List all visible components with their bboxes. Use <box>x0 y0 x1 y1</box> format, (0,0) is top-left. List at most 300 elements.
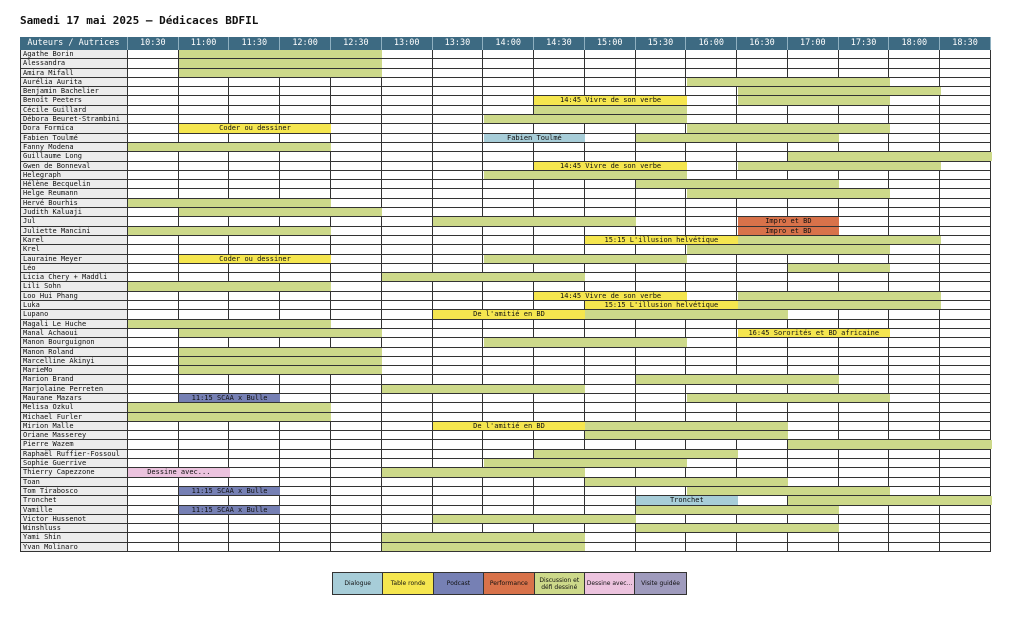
time-cell <box>940 329 991 337</box>
time-cell <box>737 450 788 458</box>
time-cell <box>128 124 179 132</box>
time-cell <box>433 403 484 411</box>
time-cell <box>889 115 940 123</box>
time-cell <box>737 208 788 216</box>
time-cell <box>940 543 991 551</box>
time-cell <box>585 413 636 421</box>
event-block[interactable] <box>788 496 991 504</box>
time-cell <box>382 69 433 77</box>
time-cell <box>128 245 179 253</box>
event-block[interactable]: 14:45 Vivre de son verbe <box>534 292 686 300</box>
time-cell <box>788 348 839 356</box>
time-cell <box>737 171 788 179</box>
author-name: Benoît Peeters <box>20 96 128 104</box>
author-row <box>20 478 991 487</box>
author-row <box>20 152 991 161</box>
time-cell <box>737 264 788 272</box>
time-cell <box>128 255 179 263</box>
time-cell <box>889 143 940 151</box>
time-cell <box>280 450 331 458</box>
time-cell <box>940 338 991 346</box>
header-slot: 15:00 <box>585 37 636 50</box>
time-cell <box>839 403 890 411</box>
author-row <box>20 189 991 198</box>
event-block[interactable]: 11:15 SCAA x Bulle <box>179 487 281 495</box>
time-cell <box>788 59 839 67</box>
time-cell <box>483 496 534 504</box>
author-name: Dora Formica <box>20 124 128 132</box>
event-block[interactable]: Impro et BD <box>738 217 840 225</box>
time-cell <box>839 59 890 67</box>
event-block[interactable] <box>382 533 585 541</box>
time-cell <box>839 422 890 430</box>
time-cell <box>280 385 331 393</box>
event-block[interactable] <box>382 543 585 551</box>
time-cell <box>483 106 534 114</box>
time-cell <box>534 478 585 486</box>
time-cell <box>179 524 230 532</box>
time-cell <box>636 440 687 448</box>
author-row <box>20 106 991 115</box>
time-cell <box>331 106 382 114</box>
event-block[interactable] <box>128 403 331 411</box>
time-cell <box>585 385 636 393</box>
time-cell <box>433 59 484 67</box>
event-block[interactable] <box>636 134 839 142</box>
author-name: Manon Roland <box>20 348 128 356</box>
event-block[interactable] <box>585 431 788 439</box>
time-cell <box>839 320 890 328</box>
author-name: Lupano <box>20 310 128 318</box>
author-row <box>20 431 991 440</box>
time-cell <box>128 459 179 467</box>
time-cell <box>889 357 940 365</box>
time-cell <box>889 134 940 142</box>
time-cell <box>382 96 433 104</box>
time-cell <box>229 87 280 95</box>
event-block[interactable] <box>687 124 890 132</box>
event-block[interactable]: Dessine avec... <box>128 468 230 476</box>
time-cell <box>585 543 636 551</box>
time-cell <box>889 282 940 290</box>
author-row <box>20 487 991 496</box>
event-block[interactable]: De l'amitié en BD <box>433 422 585 430</box>
time-cell <box>229 422 280 430</box>
event-block[interactable] <box>687 189 890 197</box>
time-cell <box>128 348 179 356</box>
time-cell <box>839 217 890 225</box>
time-cell <box>382 310 433 318</box>
time-cell <box>686 413 737 421</box>
event-block[interactable]: 11:15 SCAA x Bulle <box>179 506 281 514</box>
time-cell <box>788 208 839 216</box>
event-block[interactable] <box>636 180 839 188</box>
author-row <box>20 459 991 468</box>
event-block[interactable] <box>128 282 331 290</box>
time-cell <box>839 468 890 476</box>
author-row <box>20 310 991 319</box>
time-cell <box>382 171 433 179</box>
event-block[interactable]: 11:15 SCAA x Bulle <box>179 394 281 402</box>
time-cell <box>128 310 179 318</box>
time-cell <box>636 320 687 328</box>
time-cell <box>229 189 280 197</box>
time-cell <box>483 245 534 253</box>
event-block[interactable]: 15:15 L'illusion helvétique <box>585 236 737 244</box>
event-block[interactable]: 14:45 Vivre de son verbe <box>534 96 686 104</box>
legend-item-pod: Podcast <box>434 573 484 594</box>
event-block[interactable]: Coder ou dessiner <box>179 124 331 132</box>
author-row <box>20 264 991 273</box>
time-cell <box>940 524 991 532</box>
time-cell <box>179 422 230 430</box>
event-block[interactable] <box>738 236 941 244</box>
event-block[interactable] <box>738 96 890 104</box>
time-cell <box>788 366 839 374</box>
header-slot: 11:30 <box>229 37 280 50</box>
time-cell <box>686 515 737 523</box>
time-cell <box>179 301 230 309</box>
event-block[interactable] <box>636 506 839 514</box>
time-cell <box>433 292 484 300</box>
time-cell <box>483 366 534 374</box>
time-cell <box>737 357 788 365</box>
event-block[interactable] <box>128 413 331 421</box>
time-cell <box>128 496 179 504</box>
time-cell <box>382 227 433 235</box>
time-cell <box>940 282 991 290</box>
author-row <box>20 171 991 180</box>
time-cell <box>585 375 636 383</box>
event-block[interactable]: De l'amitié en BD <box>433 310 585 318</box>
time-cell <box>179 189 230 197</box>
time-cell <box>585 264 636 272</box>
time-cell <box>788 143 839 151</box>
time-cell <box>229 162 280 170</box>
event-block[interactable] <box>179 348 382 356</box>
time-cell <box>940 487 991 495</box>
time-cell <box>433 431 484 439</box>
time-cell <box>839 506 890 514</box>
author-row <box>20 366 991 375</box>
time-cell <box>433 524 484 532</box>
time-cell <box>737 366 788 374</box>
event-block[interactable] <box>382 385 585 393</box>
author-name: Pierre Wazem <box>20 440 128 448</box>
time-cell <box>940 366 991 374</box>
time-cell <box>788 357 839 365</box>
time-cell <box>433 496 484 504</box>
time-cell <box>788 106 839 114</box>
event-block[interactable] <box>687 245 890 253</box>
time-cell <box>331 375 382 383</box>
time-cell <box>331 320 382 328</box>
event-block[interactable]: 15:15 L'illusion helvétique <box>585 301 737 309</box>
time-cell <box>179 162 230 170</box>
author-name: Gwen de Bonneval <box>20 162 128 170</box>
time-cell <box>839 208 890 216</box>
time-cell <box>889 124 940 132</box>
event-block[interactable] <box>128 227 331 235</box>
time-cell <box>331 236 382 244</box>
event-block[interactable] <box>534 106 686 114</box>
time-cell <box>229 431 280 439</box>
author-name: Thierry Capezzone <box>20 468 128 476</box>
event-block[interactable] <box>788 152 991 160</box>
time-cell <box>433 208 484 216</box>
time-cell <box>280 264 331 272</box>
time-cell <box>534 301 585 309</box>
time-cell <box>788 69 839 77</box>
time-cell <box>534 506 585 514</box>
time-cell <box>839 134 890 142</box>
author-row <box>20 59 991 68</box>
author-row <box>20 338 991 347</box>
time-cell <box>940 227 991 235</box>
event-block[interactable] <box>179 69 382 77</box>
time-cell <box>433 357 484 365</box>
event-block[interactable]: 16:45 Sororités et BD africaine <box>738 329 890 337</box>
time-cell <box>585 440 636 448</box>
event-block[interactable] <box>179 208 382 216</box>
author-row <box>20 236 991 245</box>
author-row <box>20 87 991 96</box>
time-cell <box>534 59 585 67</box>
time-cell <box>331 124 382 132</box>
event-block[interactable]: Coder ou dessiner <box>179 255 331 263</box>
time-cell <box>382 264 433 272</box>
time-cell <box>280 115 331 123</box>
time-cell <box>483 450 534 458</box>
time-cell <box>331 506 382 514</box>
time-cell <box>128 450 179 458</box>
time-cell <box>280 478 331 486</box>
time-cell <box>179 450 230 458</box>
event-block[interactable] <box>636 524 839 532</box>
time-cell <box>128 106 179 114</box>
time-cell <box>889 171 940 179</box>
event-block[interactable] <box>484 171 687 179</box>
event-block[interactable] <box>179 50 382 58</box>
event-block[interactable] <box>738 87 941 95</box>
time-cell <box>788 50 839 58</box>
time-cell <box>229 106 280 114</box>
event-block[interactable] <box>687 394 890 402</box>
time-cell <box>686 171 737 179</box>
time-cell <box>128 394 179 402</box>
time-cell <box>940 143 991 151</box>
event-block[interactable] <box>484 459 687 467</box>
time-cell <box>839 357 890 365</box>
author-row <box>20 292 991 301</box>
time-cell <box>585 143 636 151</box>
time-cell <box>686 468 737 476</box>
time-cell <box>382 403 433 411</box>
time-cell <box>128 96 179 104</box>
time-cell <box>433 152 484 160</box>
time-cell <box>636 366 687 374</box>
event-block[interactable] <box>585 478 788 486</box>
time-cell <box>940 162 991 170</box>
time-cell <box>686 273 737 281</box>
time-cell <box>483 524 534 532</box>
author-name: Mirion Malle <box>20 422 128 430</box>
time-cell <box>128 506 179 514</box>
time-cell <box>737 403 788 411</box>
time-cell <box>128 273 179 281</box>
time-cell <box>433 124 484 132</box>
schedule-grid <box>20 37 991 552</box>
time-cell <box>585 524 636 532</box>
event-block[interactable] <box>585 310 788 318</box>
time-cell <box>331 301 382 309</box>
header-row <box>20 37 991 50</box>
author-row <box>20 543 991 552</box>
time-cell <box>179 115 230 123</box>
time-cell <box>382 515 433 523</box>
time-cell <box>128 329 179 337</box>
time-cell <box>331 487 382 495</box>
time-cell <box>585 87 636 95</box>
time-cell <box>889 375 940 383</box>
event-block[interactable] <box>484 255 687 263</box>
event-block[interactable] <box>128 143 331 151</box>
event-block[interactable] <box>738 162 941 170</box>
time-cell <box>179 217 230 225</box>
time-cell <box>128 208 179 216</box>
event-block[interactable] <box>687 487 890 495</box>
event-block[interactable] <box>788 264 890 272</box>
time-cell <box>788 273 839 281</box>
author-row <box>20 468 991 477</box>
author-name: Judith Kaluaji <box>20 208 128 216</box>
event-block[interactable] <box>534 450 737 458</box>
event-block[interactable] <box>382 468 585 476</box>
time-cell <box>179 496 230 504</box>
time-cell <box>686 292 737 300</box>
event-block[interactable] <box>484 115 687 123</box>
author-row <box>20 227 991 236</box>
event-block[interactable] <box>179 59 382 67</box>
time-cell <box>737 255 788 263</box>
time-cell <box>889 422 940 430</box>
time-cell <box>128 180 179 188</box>
time-cell <box>483 199 534 207</box>
time-cell <box>940 413 991 421</box>
time-cell <box>433 189 484 197</box>
time-cell <box>382 255 433 263</box>
event-block[interactable] <box>382 273 585 281</box>
header-slot: 12:00 <box>280 37 331 50</box>
event-block[interactable] <box>128 199 331 207</box>
time-cell <box>737 459 788 467</box>
time-cell <box>433 478 484 486</box>
time-cell <box>433 245 484 253</box>
time-cell <box>128 152 179 160</box>
event-block[interactable] <box>433 515 636 523</box>
time-cell <box>433 180 484 188</box>
author-name: Agathe Borin <box>20 50 128 58</box>
time-cell <box>940 171 991 179</box>
time-cell <box>433 459 484 467</box>
time-cell <box>128 338 179 346</box>
author-name: Maurane Mazars <box>20 394 128 402</box>
time-cell <box>128 543 179 551</box>
time-cell <box>839 199 890 207</box>
time-cell <box>889 394 940 402</box>
time-cell <box>889 403 940 411</box>
time-cell <box>128 236 179 244</box>
time-cell <box>280 217 331 225</box>
event-block[interactable]: 14:45 Vivre de son verbe <box>534 162 686 170</box>
event-block[interactable] <box>738 292 941 300</box>
time-cell <box>889 69 940 77</box>
time-cell <box>280 162 331 170</box>
time-cell <box>382 301 433 309</box>
time-cell <box>737 413 788 421</box>
time-cell <box>839 338 890 346</box>
event-block[interactable]: Fabien Toulmé <box>484 134 586 142</box>
time-cell <box>737 533 788 541</box>
event-block[interactable] <box>179 329 382 337</box>
page-title: Samedi 17 mai 2025 – Dédicaces BDFIL <box>20 14 259 27</box>
time-cell <box>433 487 484 495</box>
time-cell <box>737 273 788 281</box>
time-cell <box>229 310 280 318</box>
time-cell <box>534 440 585 448</box>
time-cell <box>128 422 179 430</box>
time-cell <box>229 217 280 225</box>
time-cell <box>636 282 687 290</box>
time-cell <box>636 329 687 337</box>
time-cell <box>534 69 585 77</box>
event-block[interactable]: Tronchet <box>636 496 738 504</box>
author-name: Oriane Masserey <box>20 431 128 439</box>
time-cell <box>889 543 940 551</box>
event-block[interactable] <box>128 320 331 328</box>
event-block[interactable]: Impro et BD <box>738 227 840 235</box>
event-block[interactable] <box>433 217 636 225</box>
time-cell <box>331 496 382 504</box>
event-block[interactable] <box>484 338 687 346</box>
time-cell <box>179 478 230 486</box>
time-cell <box>889 506 940 514</box>
time-cell <box>788 282 839 290</box>
author-row <box>20 245 991 254</box>
time-cell <box>889 450 940 458</box>
event-block[interactable] <box>179 357 382 365</box>
author-name: Lauraine Meyer <box>20 255 128 263</box>
event-block[interactable] <box>738 301 941 309</box>
event-block[interactable] <box>179 366 382 374</box>
author-row <box>20 320 991 329</box>
time-cell <box>280 487 331 495</box>
time-cell <box>433 143 484 151</box>
time-cell <box>686 69 737 77</box>
author-row <box>20 282 991 291</box>
event-block[interactable] <box>585 422 788 430</box>
time-cell <box>534 189 585 197</box>
event-block[interactable] <box>687 78 890 86</box>
time-cell <box>382 143 433 151</box>
time-cell <box>534 245 585 253</box>
time-cell <box>839 515 890 523</box>
time-cell <box>889 413 940 421</box>
time-cell <box>331 171 382 179</box>
time-cell <box>128 78 179 86</box>
event-block[interactable] <box>788 440 991 448</box>
event-block[interactable] <box>636 375 839 383</box>
